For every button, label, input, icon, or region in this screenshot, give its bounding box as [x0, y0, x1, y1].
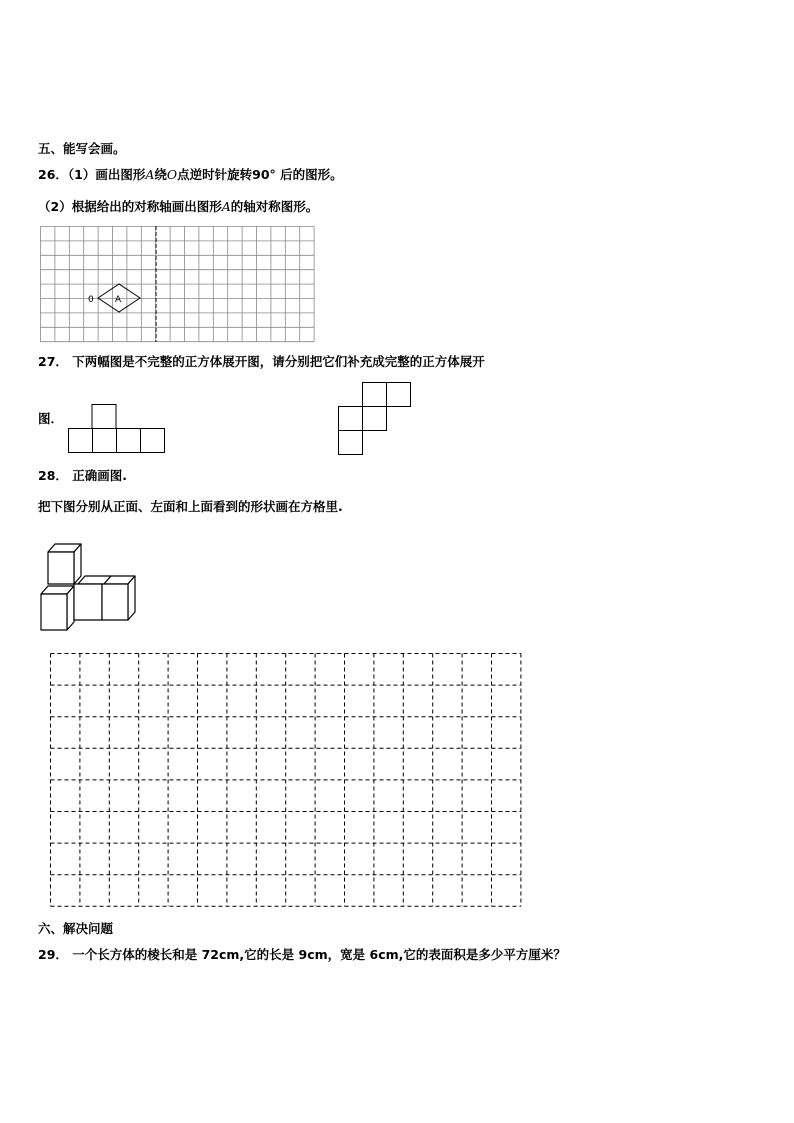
q26-grid-figure: [40, 226, 314, 344]
q29-text: 29． 一个长方体的棱长和是 72cm,它的长是 9cm，宽是 6cm,它的表面积是多少平方厘米？: [38, 947, 566, 962]
cube-top-front: [48, 552, 74, 584]
section5-title: 五、能写会画。: [38, 141, 126, 156]
net1-square-3: [117, 429, 141, 453]
cube-front-2-face: [74, 584, 102, 620]
q26-part1-pre: 26．（1）画出图形: [38, 167, 146, 182]
cube-net-1: [68, 404, 166, 454]
q26-part1: [38, 167, 343, 183]
q27-line1: 27． 下两幅图是不完整的正方体展开图，请分别把它们补充成完整的正方体展开: [38, 354, 485, 369]
net1-square-2: [93, 429, 117, 453]
cube-front-1-side: [67, 586, 74, 630]
q27-line2: 图．: [38, 411, 64, 426]
origin-label: 0: [88, 295, 94, 305]
answer-dashed-grid: [50, 653, 522, 909]
q26-part1-shape: A: [145, 167, 155, 182]
net2-square-2: [387, 383, 411, 407]
q26-part2-shape: A: [221, 199, 231, 214]
net1-square-1: [69, 429, 93, 453]
answer-grid-lines: [51, 654, 521, 907]
shape-a-label: A: [115, 295, 122, 305]
cube-net-2: [338, 382, 412, 458]
net1-square-top: [92, 405, 116, 429]
cube-front-1-face: [41, 594, 67, 630]
q28-instruction: 把下图分别从正面、左面和上面看到的形状画在方格里.: [38, 499, 343, 514]
cube-back-3-side: [128, 576, 135, 620]
net2-square-3: [339, 407, 363, 431]
net2-square-4: [363, 407, 387, 431]
q26-part2-pre: （2）根据给出的对称轴画出图形: [38, 199, 222, 214]
net2-square-5: [339, 431, 363, 455]
section6-title: 六、解决问题: [38, 921, 114, 936]
q28-title: 28． 正确画图.: [38, 468, 127, 483]
q26-part1-mid: 绕: [154, 167, 167, 182]
cube-top-side: [74, 544, 81, 584]
cube-stack-figure: [38, 538, 138, 634]
q26-part2-post: 的轴对称图形。: [230, 199, 319, 214]
q26-grid-lines: [41, 227, 315, 342]
net1-square-4: [141, 429, 165, 453]
net2-square-1: [363, 383, 387, 407]
q26-part1-post: 点逆时针旋转90° 后的图形。: [177, 167, 343, 182]
q26-part1-point: O: [166, 167, 178, 182]
q26-part2: [38, 199, 318, 215]
cube-front-3-face: [102, 584, 128, 620]
